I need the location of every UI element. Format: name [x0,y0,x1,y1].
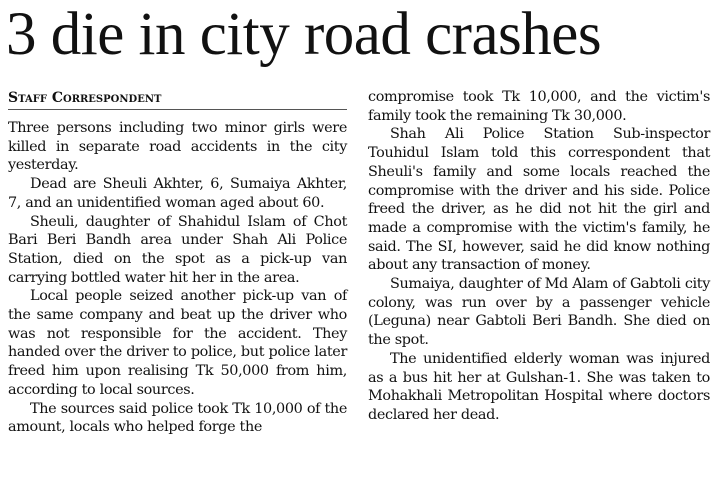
paragraph: Shah Ali Police Station Sub-inspector Touhidul Islam told this correspondent that Sheuli's family and some locals reached the compromise with the driver and his side. Police freed the driver, as he did not hit the girl and made a compromise with the victim's family, he said. The SI, however, said he did know nothing about any transaction of money. [368,126,710,274]
paragraph: Dead are Sheuli Akhter, 6, Sumaiya Akhter, 7, and an unidentified woman aged about 60. [8,176,347,211]
paragraph: compromise took Tk 10,000, and the victim's family took the remaining Tk 30,000. [368,89,710,124]
paragraph: The unidentified elderly woman was injured as a bus hit her at Gulshan-1. She was taken to Mohakhali Metropolitan Hospital where doctors declared her dead. [368,350,710,423]
article-column-left [8,90,347,437]
article-column-right [368,88,710,425]
byline: Staff Correspondent [8,90,347,110]
paragraph: Sheuli, daughter of Shahidul Islam of Chot Bari Beri Bandh area under Shah Ali Police Station, died on the spot as a pick-up van carrying bottled water hit her in the area. [8,213,347,286]
paragraph: Sumaiya, daughter of Md Alam of Gabtoli city colony, was run over by a passenger vehicle (Leguna) near Gabtoli Beri Bandh. She died on the spot. [368,276,710,349]
paragraph: Local people seized another pick-up van of the same company and beat up the driver who was not responsible for the accident. They handed over the driver to police, but police later freed him upon realising Tk 50,000 from him, according to local sources. [8,288,347,398]
headline: 3 die in city road crashes [6,1,602,68]
paragraph: Three persons including two minor girls were killed in separate road accidents in the city yesterday. [8,120,347,174]
paragraph: The sources said police took Tk 10,000 of the amount, locals who helped forge the [8,400,347,436]
